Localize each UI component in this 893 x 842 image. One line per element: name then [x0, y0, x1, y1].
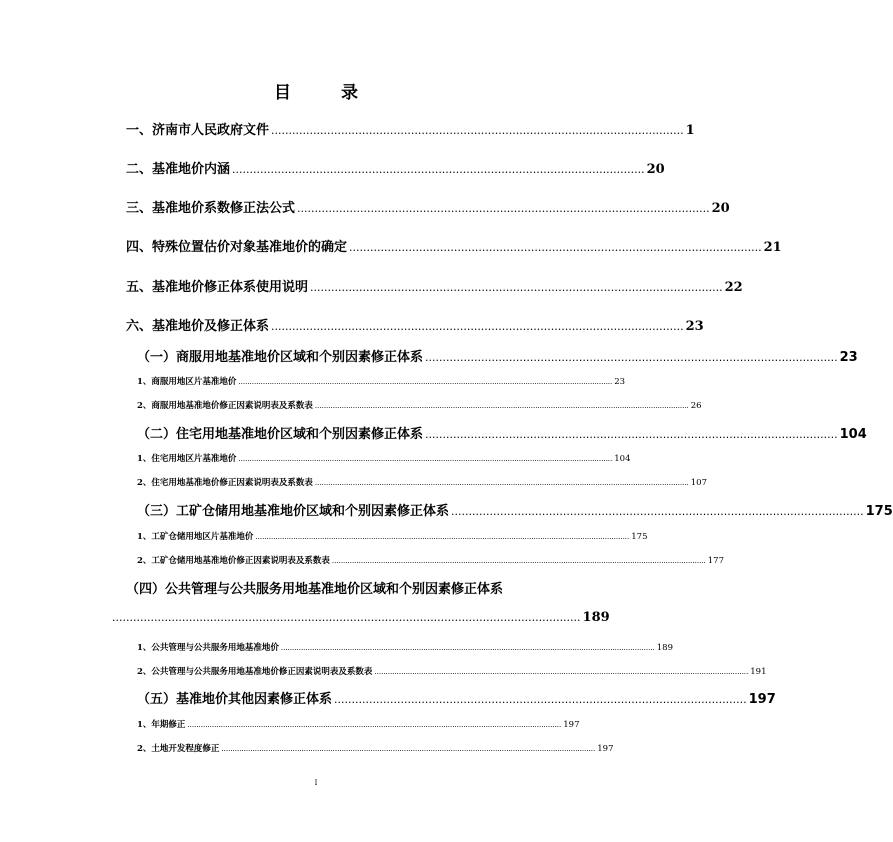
toc-entry-page: 20	[646, 162, 665, 177]
toc-entry[interactable]	[137, 641, 673, 653]
toc-leader-dots: ......................................................................................................................	[334, 693, 747, 706]
toc-entry-label: （二）住宅用地基准地价区域和个别因素修正体系	[137, 427, 424, 442]
toc-entry-page: 104	[839, 427, 867, 442]
toc-entry-label: 四、特殊位置估价对象基准地价的确定	[126, 240, 348, 255]
toc-entry-page: 175	[631, 532, 648, 542]
toc-entry-label: 1、住宅用地区片基准地价	[137, 454, 237, 464]
toc-entry-label: （三）工矿仓储用地基准地价区域和个别因素修正体系	[137, 504, 450, 519]
toc-entry-label: 2、商服用地基准地价修正因素说明表及系数表	[137, 401, 313, 411]
toc-entry-label: 三、基准地价系数修正法公式	[126, 201, 296, 216]
toc-leader-dots: ........................................................................................................................................................................	[238, 455, 613, 463]
toc-entry-page: 23	[614, 377, 626, 387]
toc-entry-page: 23	[685, 319, 704, 334]
toc-entry-label: 五、基准地价修正体系使用说明	[126, 280, 309, 295]
toc-entry-label: 1、公共管理与公共服务用地基准地价	[137, 643, 279, 653]
toc-entry-label: 二、基准地价内涵	[126, 162, 231, 177]
toc-title: 目 录	[274, 83, 380, 103]
toc-entry[interactable]	[137, 346, 858, 365]
toc-leader-dots: ......................................................................................................................	[232, 163, 645, 176]
toc-entry[interactable]	[126, 236, 782, 255]
toc-entry[interactable]	[137, 423, 867, 442]
toc-entry-label: （五）基准地价其他因素修正体系	[137, 692, 333, 707]
toc-entry[interactable]	[137, 665, 767, 677]
toc-leader-dots: ......................................................................................................................	[425, 428, 838, 441]
toc-leader-dots: ........................................................................................................................................................................	[314, 479, 689, 487]
toc-entry[interactable]	[137, 452, 631, 464]
toc-entry[interactable]	[126, 158, 665, 177]
toc-entry-page: 175	[865, 504, 893, 519]
toc-leader-dots: ......................................................................................................................	[271, 320, 684, 333]
toc-entry[interactable]	[137, 500, 893, 519]
toc-entry-page: 1	[685, 123, 695, 138]
toc-entry[interactable]	[137, 375, 626, 387]
toc-entry-page: 104	[614, 454, 631, 464]
toc-leader-dots: ......................................................................................................................	[310, 281, 723, 294]
toc-leader-dots: ........................................................................................................................................................................	[187, 721, 562, 729]
toc-entry[interactable]	[137, 742, 614, 754]
toc-entry-page: 189	[582, 610, 610, 625]
toc-entry-label: 1、商服用地区片基准地价	[137, 377, 237, 387]
toc-entry-label: 六、基准地价及修正体系	[126, 319, 270, 334]
toc-entry[interactable]	[137, 554, 724, 566]
toc-entry-label[interactable]: （四）公共管理与公共服务用地基准地价区域和个别因素修正体系	[126, 582, 504, 597]
toc-leader-dots: ........................................................................................................................................................................	[280, 644, 655, 652]
toc-entry[interactable]	[137, 688, 776, 707]
toc-entry[interactable]	[137, 530, 648, 542]
toc-entry-page: 21	[763, 240, 782, 255]
toc-entry[interactable]	[126, 197, 730, 216]
toc-leader-dots: ......................................................................................................................	[297, 202, 710, 215]
toc-leader-dots: ......................................................................................................................	[451, 505, 864, 518]
toc-entry[interactable]	[137, 399, 702, 411]
page-number: I	[314, 779, 318, 787]
toc-entry[interactable]	[137, 476, 707, 488]
toc-entry-label: 2、住宅用地基准地价修正因素说明表及系数表	[137, 478, 313, 488]
toc-entry-label: 2、土地开发程度修正	[137, 744, 220, 754]
toc-entry[interactable]	[137, 718, 580, 730]
toc-entry-page: 189	[656, 643, 673, 653]
toc-leader-dots: ........................................................................................................................................................................	[221, 745, 596, 753]
toc-leader-dots: ........................................................................................................................................................................	[238, 378, 613, 386]
toc-entry-page: 22	[724, 280, 743, 295]
toc-leader-dots: ......................................................................................................................	[271, 124, 684, 137]
toc-entry-page: 20	[711, 201, 730, 216]
toc-entry[interactable]	[126, 276, 743, 295]
toc-entry-label: 1、年期修正	[137, 720, 186, 730]
toc-entry-page: 23	[839, 350, 858, 365]
toc-entry[interactable]	[126, 315, 704, 334]
toc-entry-label: 一、济南市人民政府文件	[126, 123, 270, 138]
toc-leader-dots: ......................................................................................................................................	[112, 611, 581, 624]
toc-entry-label: 1、工矿仓储用地区片基准地价	[137, 532, 254, 542]
toc-leader-dots: ........................................................................................................................................................................	[374, 668, 749, 676]
toc-leader-dots: ........................................................................................................................................................................	[255, 533, 630, 541]
toc-leader-dots: ......................................................................................................................	[425, 351, 838, 364]
toc-entry-label: 2、工矿仓储用地基准地价修正因素说明表及系数表	[137, 556, 330, 566]
toc-entry-page: 177	[707, 556, 724, 566]
toc-entry[interactable]	[126, 119, 695, 138]
toc-entry-page: 197	[748, 692, 776, 707]
toc-entry-page: 197	[597, 744, 614, 754]
toc-leader-dots: ........................................................................................................................................................................	[331, 557, 706, 565]
toc-leader-dots: ........................................................................................................................................................................	[314, 402, 689, 410]
toc-leader-dots: ......................................................................................................................	[349, 241, 762, 254]
toc-entry-page: 191	[750, 667, 767, 677]
toc-entry-label: 2、公共管理与公共服务用地基准地价修正因素说明表及系数表	[137, 667, 373, 677]
toc-entry-continuation[interactable]	[110, 610, 610, 625]
toc-entry-page: 197	[563, 720, 580, 730]
toc-entry-label: （一）商服用地基准地价区域和个别因素修正体系	[137, 350, 424, 365]
toc-entry-page: 107	[690, 478, 707, 488]
toc-entry-page: 26	[690, 401, 702, 411]
